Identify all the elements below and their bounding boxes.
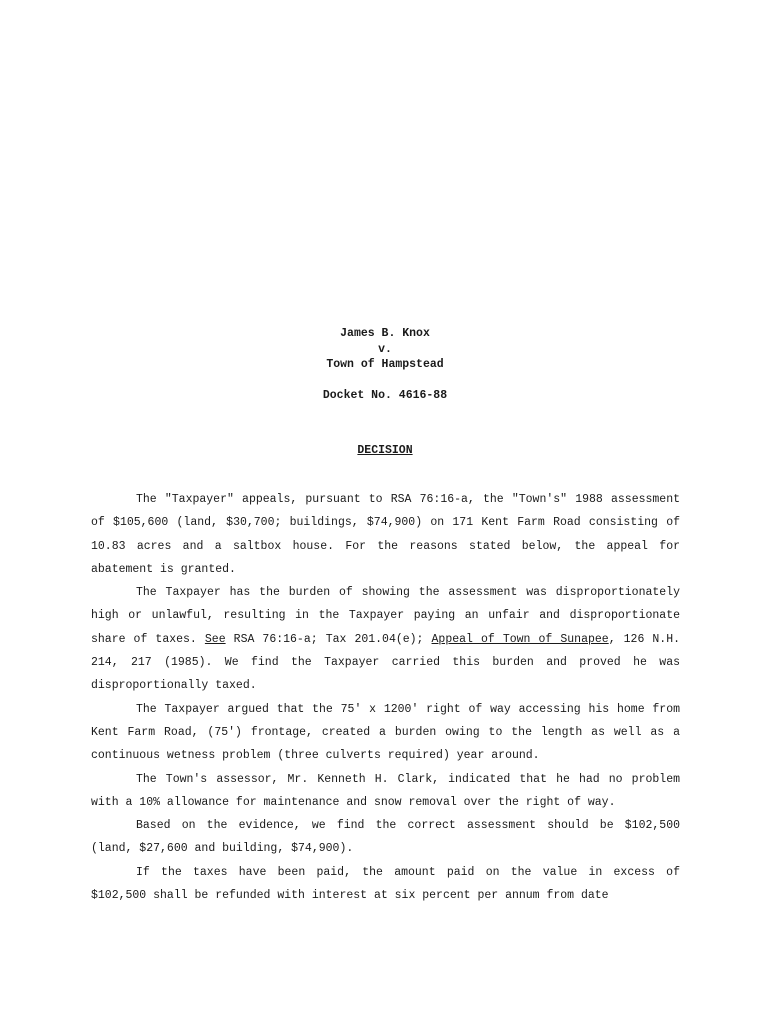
paragraph-right-of-way: The Taxpayer argued that the 75' x 1200' right of way accessing his home from Kent Farm Road, (75') frontage, created a burden owing to the length as well as a continuous wetness problem (three culverts required) year around. xyxy=(91,702,680,763)
see-citation-signal: See xyxy=(204,632,226,646)
paragraph-finding: Based on the evidence, we find the correct assessment should be $102,500 (land, $27,600 and building, $74,900). xyxy=(91,819,680,856)
plaintiff-name: James B. Knox xyxy=(340,327,430,340)
decision-body xyxy=(91,488,680,907)
paragraph-burden xyxy=(91,581,680,697)
paragraph-assessor: The Town's assessor, Mr. Kenneth H. Clark, indicated that he had no problem with a 10% allowance for maintenance and snow removal over the right of way. xyxy=(91,772,680,809)
paragraph-appeal: The "Taxpayer" appeals, pursuant to RSA 76:16-a, the "Town's" 1988 assessment of $105,600 (land, $30,700; buildings, $74,900) on 171 Kent Farm Road consisting of 10.83 acres and a saltbox house. For the reasons stated below, the appeal for abatement is granted. xyxy=(91,493,680,576)
paragraph-burden-text-b: RSA 76:16-a; Tax 201.04(e); xyxy=(225,632,432,646)
caption-spacer xyxy=(0,373,770,389)
paragraph-burden-text-c: , 126 N.H. 214, 217 (1985). We find the Taxpayer carried this burden and proved he was disproportionally taxed. xyxy=(91,632,681,693)
versus-label: v. xyxy=(378,342,392,356)
case-citation: Appeal of Town of Sunapee xyxy=(431,632,609,646)
paragraph-refund: If the taxes have been paid, the amount paid on the value in excess of $102,500 shall be refunded with interest at six percent per annum from date xyxy=(91,865,680,903)
paragraph-burden-text-a: The Taxpayer has the burden of showing the assessment was disproportionately high or unlawful, resulting in the Taxpayer paying an unfair and disproportionate share of taxes. xyxy=(91,586,680,646)
case-caption xyxy=(0,326,770,404)
defendant-name: Town of Hampstead xyxy=(326,358,444,371)
docket-number: Docket No. 4616-88 xyxy=(322,389,448,402)
decision-heading: DECISION xyxy=(357,444,413,457)
